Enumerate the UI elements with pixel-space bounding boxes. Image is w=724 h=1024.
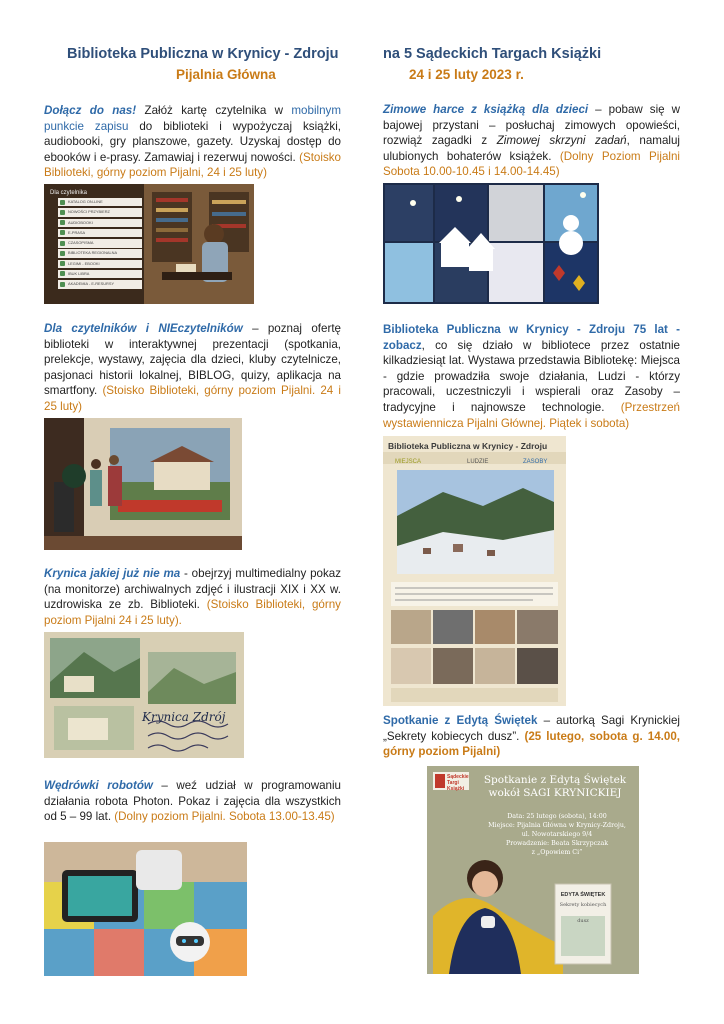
left-title: Biblioteka Publiczna w Krynicy - Zdroju [67, 46, 339, 62]
mobile-registration-link[interactable]: mobilnym punkcie zapisu [44, 104, 341, 133]
winter-heading: Zimowe harce z książką dla dzieci [383, 103, 589, 116]
poster-line: ul. Nowotarskiego 9/4 [521, 831, 593, 838]
readers-note: (Stoisko Biblioteki, górny poziom Pijalni. 24 i 25 luty) [44, 384, 341, 413]
right-subtitle: 24 i 25 luty 2023 r. [409, 67, 524, 82]
poster-line: Miejsce: Pijalnia Główna w Krynicy-Zdroju, [488, 822, 626, 829]
left-subtitle: Pijalnia Główna [176, 67, 276, 82]
robots-photo [44, 842, 247, 976]
right-column [383, 0, 680, 1024]
menu-item-icon [60, 271, 65, 276]
poster-line: Prowadzenie: Beata Skrzypczak [505, 840, 609, 847]
exhibition-board-title: Biblioteka Publiczna w Krynicy - Zdroju [388, 441, 548, 451]
reader-menu-item: E-PRASA [58, 229, 142, 237]
robots-heading: Wędrówki robotów [44, 779, 153, 792]
readers-section: Dla czytelników i NIEczytelników – poznaj ofertę biblioteki w interaktywnej prezentacji (spotkania, prelekcje, wystawy, zajęcia dla dzieci, kluby czytelnicze, pasjonaci historii lokalnej, BIBLOG, quizy, aplikacja na smartfony. (Stoisko Biblioteki, górny poziom Pijalni. 24 i 25 luty) [44, 322, 341, 413]
tab-miejsca: MIEJSCA [395, 459, 422, 465]
left-column [44, 0, 341, 1024]
anniversary-note: (Przestrzeń wystawiennicza Pijalni Głównej. Piątek i sobota) [383, 400, 680, 430]
winter-section: Zimowe harce z książką dla dzieci – pobaw się w bajowej przystani – posłuchaj zimowych opowieści, rozwiąż zagadki z Zimowej skrzyni zadań, namaluj ulubionych bohaterów książek. (Dolny Poziom Pijalni Sobota 10.00-10.45 i 14.00-14.45) [383, 103, 680, 179]
tab-ludzie: LUDZIE [467, 459, 489, 465]
meeting-section: Spotkanie z Edytą Świętek – autorką Sagi Krynickiej „Sekrety kobiecych dusz”. (25 lutego, sobota g. 14.00, górny poziom Pijalni) [383, 714, 680, 759]
tab-zasoby: ZASOBY [523, 459, 548, 465]
postcard-image [44, 632, 244, 758]
anniversary-section: Biblioteka Publiczna w Krynicy - Zdroju 75 lat - zobacz, co się działo w bibliotece przez ostatnie kilkadziesiąt lat. Wystawa przedstawia Bibliotekę: Miejsca - gdzie prowadziła swoje działania, Ludzi - którzy pracowali, uczestniczyli i wspierali oraz Zasoby – tradycyjne i najnowsze technologie. (Przestrzeń wystawiennicza Pijalni Głównej. Piątek i sobota) [383, 323, 680, 430]
book-author: EDYTA ŚWIĘTEK [560, 892, 606, 898]
book-title: Sekrety kobiecych dusz [559, 902, 607, 924]
reader-menu-item: CZASOPISMA [58, 239, 142, 247]
poster-logo: Sądeckie Targi Książki [447, 774, 469, 792]
postcard-caption: Krynica Zdrój [142, 710, 226, 724]
menu-item-icon [60, 210, 65, 215]
author-poster [427, 766, 639, 974]
reader-menu-item: NOWOŚCI PRZYBIERZ [58, 208, 142, 216]
presentation-photo [44, 418, 242, 550]
reader-menu-item: LEGIMI - EBOOKI [58, 260, 142, 268]
krynica-section: Krynica jakiej już nie ma - obejrzyj multimedialny pokaz (na monitorze) archiwalnych zdjęć i ilustracji XIX i XX w. uzdrowiska ze zb. Biblioteki. (Stoisko Biblioteki, górny poziom Pijalni 24 i 25 luty). [44, 567, 342, 627]
menu-item-icon [60, 282, 65, 287]
join-note: (Stoisko Biblioteki, górny poziom Pijalni, 24 i 25 luty) [44, 150, 341, 180]
menu-item-icon [60, 241, 65, 246]
reader-app-title: Dla czytelnika [50, 190, 88, 196]
join-section: Dołącz do nas! Załóż kartę czytelnika w mobilnym punkcie zapisu do biblioteki i wypożyczaj książki, audiobooki, gry planszowe, gazety. Uzyskaj dostęp do ebooków i e-prasy. Zamawiaj i rezerwuj nowości. (Stoisko Biblioteki, górny poziom Pijalni, 24 i 25 luty) [44, 104, 341, 180]
anniversary-heading: Biblioteka Publiczna w Krynicy - Zdroju 75 lat - zobacz [383, 323, 680, 352]
meeting-note: (25 lutego, sobota g. 14.00, górny poziom Pijalni) [383, 729, 680, 759]
reader-menu-item: AKADEMIA - E-RESURSY [58, 280, 142, 288]
reader-menu-item: IBUK LIBRA [58, 270, 142, 278]
krynica-note: (Stoisko Biblioteki, górny poziom Pijalni 24 i 25 luty). [44, 598, 341, 627]
children-artwork-collage [383, 183, 599, 304]
poster-title: Spotkanie z Edytą Świętek wokół SAGI KRYNICKIEJ [483, 774, 627, 799]
robots-section: Wędrówki robotów – weź udział w programowaniu działania robota Photon. Pokaz i zajęcia dla wszystkich od 5 – 99 lat. (Dolny poziom Pijalni. Sobota 13.00-13.45) [44, 779, 341, 824]
poster-line: z „Opowiem Ci” [531, 849, 583, 856]
readers-heading: Dla czytelników i NIEczytelników [44, 322, 243, 335]
menu-item-icon [60, 251, 65, 256]
poster-details [487, 812, 627, 857]
winter-note: (Dolny Poziom Pijalni Sobota 10.00-10.45 i 14.00-14.45) [383, 149, 680, 179]
robots-note: (Dolny poziom Pijalni. Sobota 13.00-13.45) [114, 810, 335, 824]
right-title: na 5 Sądeckich Targach Książki [383, 46, 602, 62]
reader-app-menu [58, 198, 142, 291]
menu-item-icon [60, 220, 65, 225]
exhibition-board-image [383, 436, 566, 706]
krynica-heading: Krynica jakiej już nie ma [44, 567, 181, 580]
reader-app-image [44, 184, 254, 304]
reader-menu-item: BIBLIOTEKA REGIONALNA [58, 249, 142, 257]
poster-line: Data: 25 lutego (sobota), 14:00 [507, 813, 607, 820]
reader-menu-item: KATALOG ON-LINE [58, 198, 142, 206]
menu-item-icon [60, 261, 65, 266]
meeting-heading: Spotkanie z Edytą Świętek [383, 714, 538, 727]
join-heading: Dołącz do nas! [44, 104, 137, 117]
menu-item-icon [60, 200, 65, 205]
menu-item-icon [60, 230, 65, 235]
reader-menu-item: AUDIOBOOKI [58, 219, 142, 227]
